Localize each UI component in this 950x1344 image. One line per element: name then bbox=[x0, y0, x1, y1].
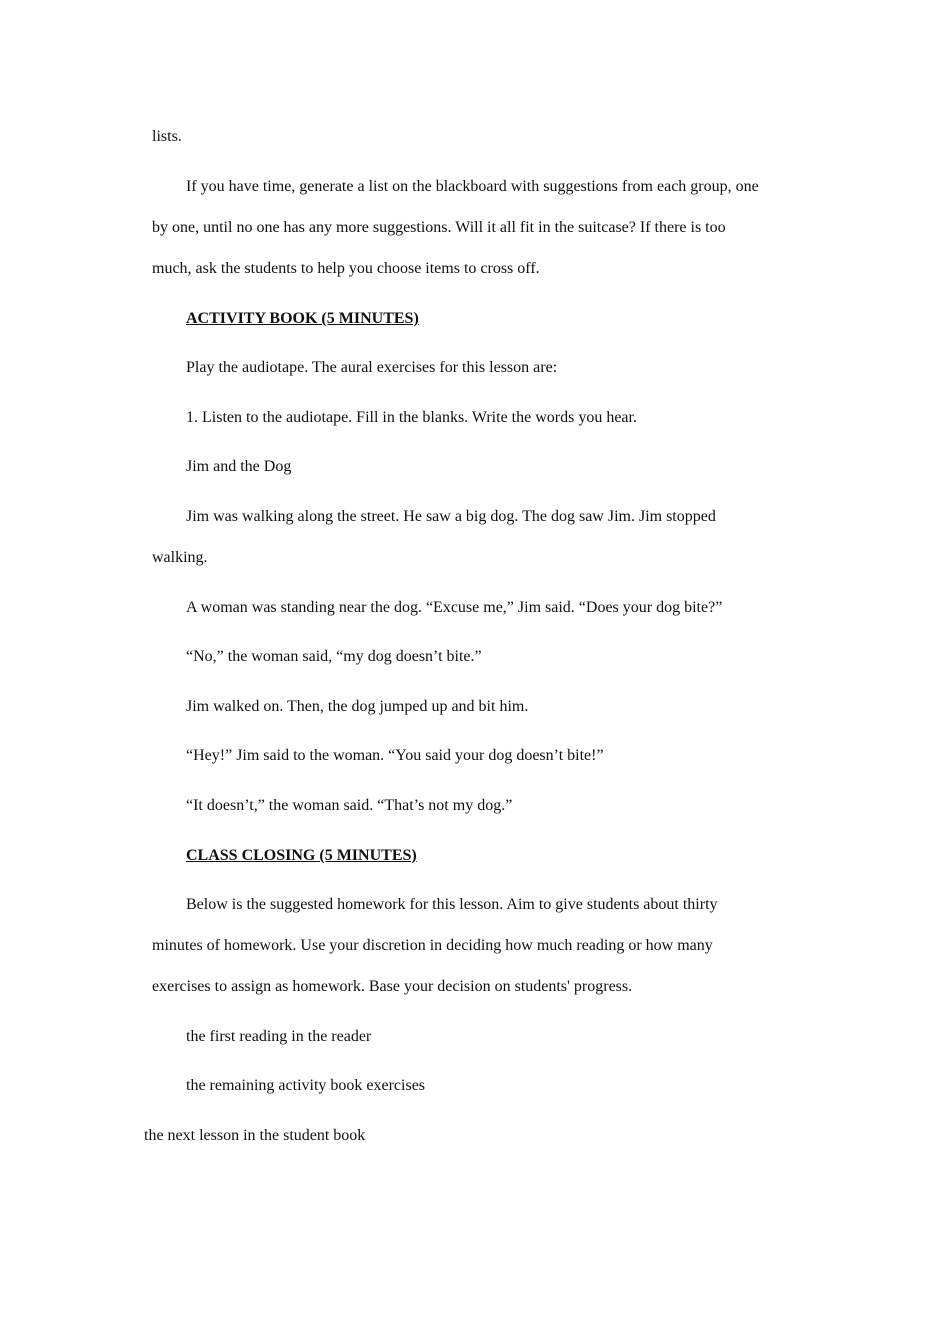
paragraph-line: by one, until no one has any more suggestions. Will it all fit in the suitcase? If there is too bbox=[152, 219, 726, 236]
story-line: “No,” the woman said, “my dog doesn’t bite.” bbox=[186, 648, 482, 665]
story-line: “Hey!” Jim said to the woman. “You said your dog doesn’t bite!” bbox=[186, 747, 604, 764]
homework-item: the first reading in the reader bbox=[186, 1028, 372, 1045]
story-line: A woman was standing near the dog. “Excuse me,” Jim said. “Does your dog bite?” bbox=[186, 599, 723, 616]
exercise-instruction: 1. Listen to the audiotape. Fill in the blanks. Write the words you hear. bbox=[186, 409, 637, 426]
story-line: Jim was walking along the street. He saw a big dog. The dog saw Jim. Jim stopped bbox=[186, 508, 716, 525]
story-title: Jim and the Dog bbox=[186, 458, 292, 475]
paragraph-continuation: lists. bbox=[152, 128, 182, 145]
paragraph-line: minutes of homework. Use your discretion in deciding how much reading or how many bbox=[152, 937, 713, 954]
story-line: “It doesn’t,” the woman said. “That’s not my dog.” bbox=[186, 797, 513, 814]
paragraph-line: Below is the suggested homework for this lesson. Aim to give students about thirty bbox=[186, 896, 718, 913]
story-line: walking. bbox=[152, 549, 208, 566]
section-heading-activity-book: ACTIVITY BOOK (5 MINUTES) bbox=[186, 310, 419, 327]
homework-item: the next lesson in the student book bbox=[144, 1127, 366, 1144]
story-line: Jim walked on. Then, the dog jumped up and bit him. bbox=[186, 698, 529, 715]
paragraph-line: much, ask the students to help you choose items to cross off. bbox=[152, 260, 540, 277]
section-heading-class-closing: CLASS CLOSING (5 MINUTES) bbox=[186, 847, 417, 864]
homework-item: the remaining activity book exercises bbox=[186, 1077, 426, 1094]
paragraph-line: Play the audiotape. The aural exercises for this lesson are: bbox=[186, 359, 558, 376]
paragraph-line: exercises to assign as homework. Base your decision on students' progress. bbox=[152, 978, 633, 995]
paragraph-line: If you have time, generate a list on the blackboard with suggestions from each group, one bbox=[186, 178, 759, 195]
